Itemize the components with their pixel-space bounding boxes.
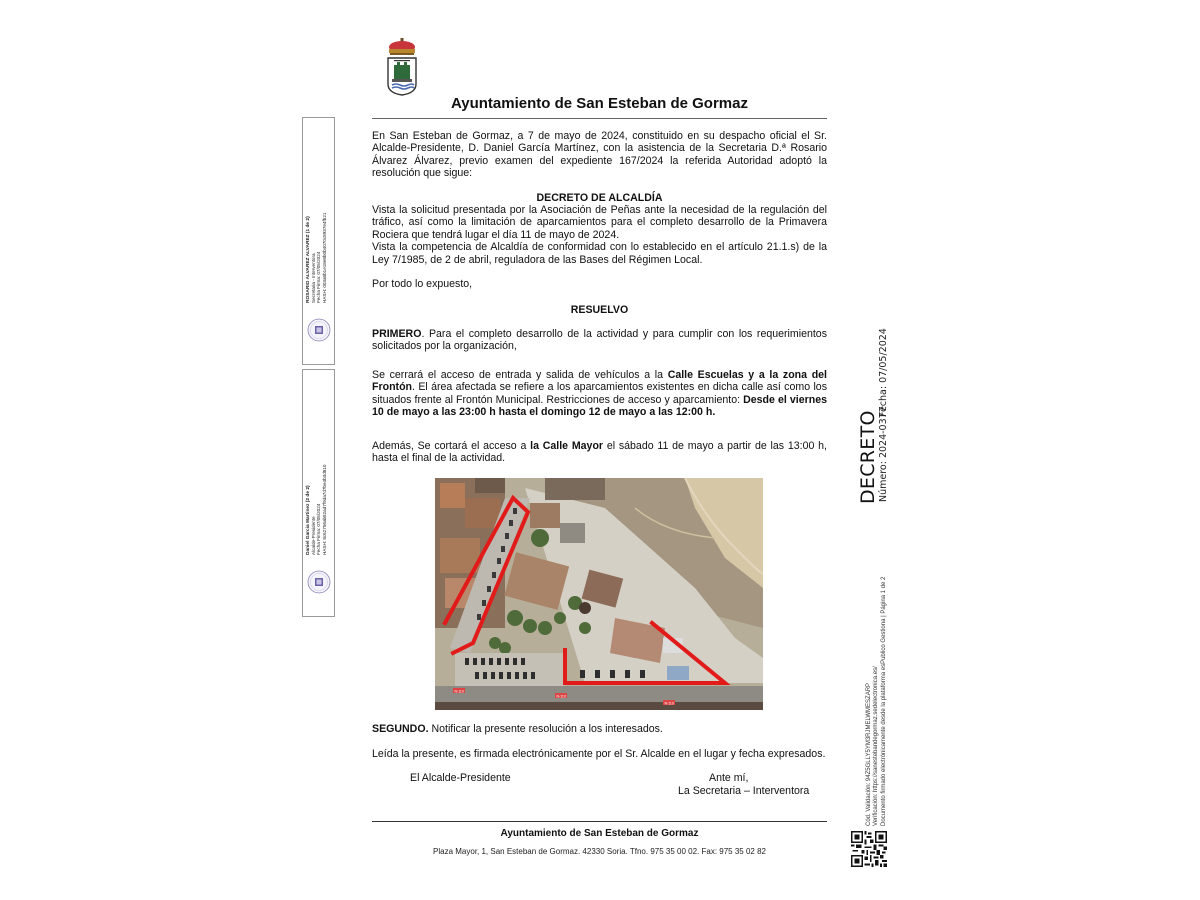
qr-code-icon [851,831,887,867]
signer-role: Secretaria - Interventora [311,253,317,303]
vista-1-text: Vista la solicitud presentada por la Asociación de Peñas ante la necesidad de la regulación del tráfico, así como la limitación de aparcamientos para el completo desarrollo de la Primavera Rociera que tendrá lugar el día 11 de mayo de 2024. [372,204,827,241]
leida-text: Leída la presente, es firmada electrónicamente por el Sr. Alcalde en el lugar y fecha expresados. [372,748,826,760]
signature-box-secretaria [302,117,335,365]
closure-text-2: . El área afectada se refiere a los aparcamientos existentes en dicha calle así como los situados frente al Frontón Municipal. Restricciones de acceso y aparcamiento: [372,381,827,406]
signature-details [306,213,327,303]
calle-mayor: la Calle Mayor [530,440,604,452]
ademas-paragraph [372,440,827,465]
primero-text: . Para el completo desarrollo de la actividad y para cumplir con los requerimientos solicitados por la organización, [372,328,827,353]
digital-seal-icon [307,318,331,342]
closure-paragraph [372,369,827,419]
segundo-paragraph [372,723,827,735]
coat-of-arms-logo [384,38,420,96]
validation-code: Cód. Validación: 94Z5GLLY5YM3RJMELWMESZARP [866,682,872,826]
segundo-label: SEGUNDO. [372,723,429,735]
secretaria-signature-label: La Secretaria – Interventora [678,785,810,797]
closure-streets: Calle Escuelas y a la zona del Frontón [372,369,827,394]
intro-text: En San Esteban de Gormaz, a 7 de mayo de 2024, constituido en su despacho oficial el Sr. Alcalde-Presidente, D. Daniel García Martínez, con la asistencia de la Secretaria D.ª Rosario Álvarez Álvarez, previo examen del expediente 167/2024 la referida Autoridad adoptó la resolución que sigue: [372,130,827,180]
signature-date: Fecha Firma: 07/05/2024 [316,251,322,303]
aerial-map [435,478,763,710]
signature-date: Fecha Firma: 07/05/2024 [316,503,322,555]
road-label: N-110 [664,701,674,706]
ante-mi-label: Ante mí, [709,772,749,784]
digital-seal-icon [307,570,331,594]
closure-text-1: Se cerrará el acceso de entrada y salida de vehículos a la [372,369,668,381]
primero-paragraph [372,328,827,353]
vista-2-text: Vista la competencia de Alcaldía de conformidad con lo establecido en el artículo 21.1.s) de la Ley 7/1985, de 2 de abril, reguladora de las Bases del Régimen Local. [372,241,827,266]
signer-role: Alcalde-Presidente [311,516,317,555]
ademas-text-2: el sábado 11 de mayo a partir de las 13:00 h, hasta el final de la actividad. [372,440,827,465]
header-divider [372,118,827,119]
alcalde-signature-label: El Alcalde-Presidente [410,772,511,784]
road-label: N-110 [454,689,464,694]
footer-title: Ayuntamiento de San Esteban de Gormaz [500,828,699,839]
decree-heading: DECRETO DE ALCALDÍA [536,192,663,204]
road-label: N-110 [556,694,566,699]
footer-divider [372,821,827,822]
verification-url[interactable]: Verificación: https://sanestebandegormaz.sedelectronica.es/ [873,666,880,826]
signature-hash: HASH: 8c62756ab82ad7f9da7d7be4b3d810 [321,464,327,555]
vista-paragraph [372,204,827,266]
intro-paragraph [372,130,827,180]
resuelvo-heading: RESUELVO [570,304,629,316]
segundo-text: Notificar la presente resolución a los interesados. [428,723,663,735]
signature-hash: HASH: 003a8b1e18e8b0b4070c8937e4fb21 [321,212,327,303]
document-type-label: DECRETO [857,410,879,504]
signature-details [306,465,327,555]
ademas-text-1: Además, Se cortará el acceso a [372,440,531,452]
decree-number: Número: 2024-0377 [878,406,889,502]
decree-date: Fecha: 07/05/2024 [878,328,889,417]
signature-box-alcalde [302,369,335,617]
primero-label: PRIMERO [372,328,422,340]
por-todo-text: Por todo lo expuesto, [372,278,473,290]
validation-info [866,577,888,826]
closure-dates: Desde el viernes 10 de mayo a las 23:00 h hasta el domingo 12 de mayo a las 12:00 h. [372,393,827,419]
signer-name: Daniel Garcia Martinez (2 de 2) [306,485,311,555]
footer-address: Plaza Mayor, 1, San Esteban de Gormaz. 42330 Soria. Tfno. 975 35 00 02. Fax: 975 35 02 82 [433,847,766,856]
municipality-title: Ayuntamiento de San Esteban de Gormaz [450,95,748,112]
signed-platform-note: Documento firmado electrónicamente desde la plataforma esPublico Gestiona | Página 1 de 2 [880,576,887,826]
signer-name: ROSARIO ALVAREZ ALVAREZ (1 de 2) [306,216,311,303]
